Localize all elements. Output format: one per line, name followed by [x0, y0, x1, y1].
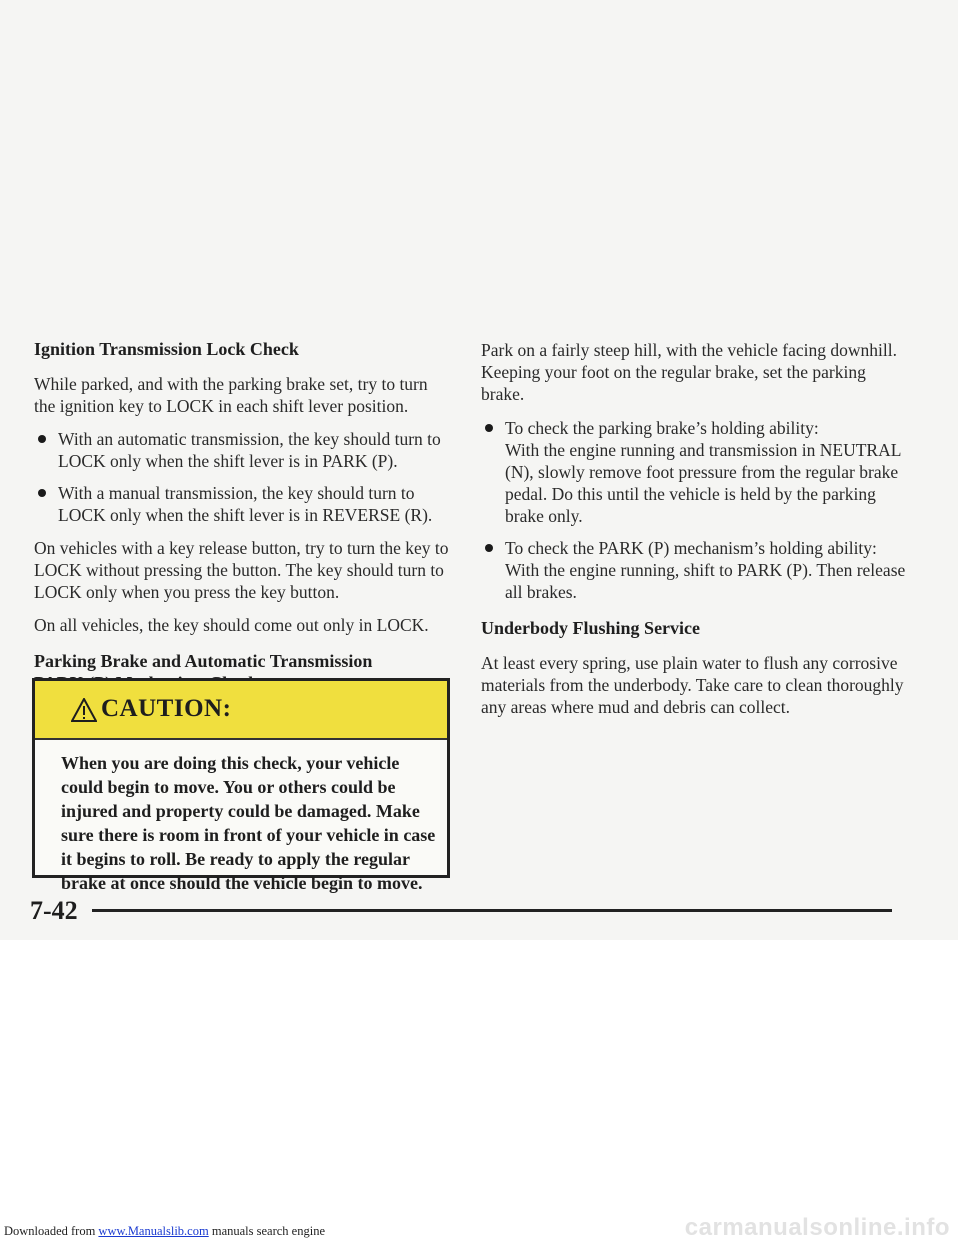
bullet-list — [481, 417, 913, 603]
paragraph: While parked, and with the parking brake set, try to turn the ignition key to LOCK in each shift lever position. — [34, 374, 428, 416]
caution-title: CAUTION: — [101, 695, 232, 722]
list-item: With an automatic transmission, the key should turn to LOCK only when the shift lever is in PARK (P). — [34, 428, 450, 472]
paragraph: On all vehicles, the key should come out only in LOCK. — [34, 615, 429, 635]
bullet-list — [34, 428, 450, 526]
caution-text: When you are doing this check, your vehicle could begin to move. You or others could be injured and property could be damaged. Make sure there is room in front of your vehicle in case it begins to roll. Be ready to apply the regular brake at once should the vehicle begin to move. — [61, 753, 436, 893]
section-heading-ignition-lock: Ignition Transmission Lock Check — [34, 339, 299, 359]
warning-triangle-icon — [71, 698, 97, 722]
watermark: carmanualsonline.info — [684, 1214, 950, 1241]
list-item: To check the parking brake’s holding ability: With the engine running and transmission in NEUTRAL (N), slowly remove foot pressure from the regular brake pedal. Do this until the vehicle is held by the parking brake only. — [481, 417, 913, 527]
left-column — [34, 338, 450, 707]
list-item: To check the PARK (P) mechanism’s holding ability: With the engine running, shift to PARK (P). Then release all brakes. — [481, 537, 913, 603]
list-item: With a manual transmission, the key should turn to LOCK only when the shift lever is in REVERSE (R). — [34, 482, 450, 526]
footer-rule — [92, 909, 892, 912]
caution-box — [32, 678, 450, 893]
section-heading-underbody-flushing: Underbody Flushing Service — [481, 618, 701, 638]
bullet-icon — [485, 544, 493, 552]
caution-header — [35, 681, 447, 740]
paragraph: Park on a fairly steep hill, with the vehicle facing downhill. Keeping your foot on the regular brake, set the parking brake. — [481, 340, 898, 404]
section-heading-park-mechanism: Parking Brake and Automatic Transmission — [34, 651, 373, 671]
manualslib-link[interactable]: www.Manualslib.com — [98, 1224, 209, 1238]
bullet-icon — [38, 489, 46, 497]
bullet-icon — [38, 435, 46, 443]
page-number: 7-42 — [30, 896, 78, 925]
download-notice: Downloaded from www.Manualslib.com manuals search engine — [4, 1224, 325, 1238]
bullet-icon — [485, 424, 493, 432]
right-column — [481, 339, 913, 729]
paragraph: At least every spring, use plain water to flush any corrosive materials from the underbody. Take care to clean thoroughly any areas where mud and debris can collect. — [481, 653, 904, 717]
paragraph: On vehicles with a key release button, try to turn the key to LOCK without pressing the button. The key should turn to LOCK only when you press the key button. — [34, 538, 449, 602]
